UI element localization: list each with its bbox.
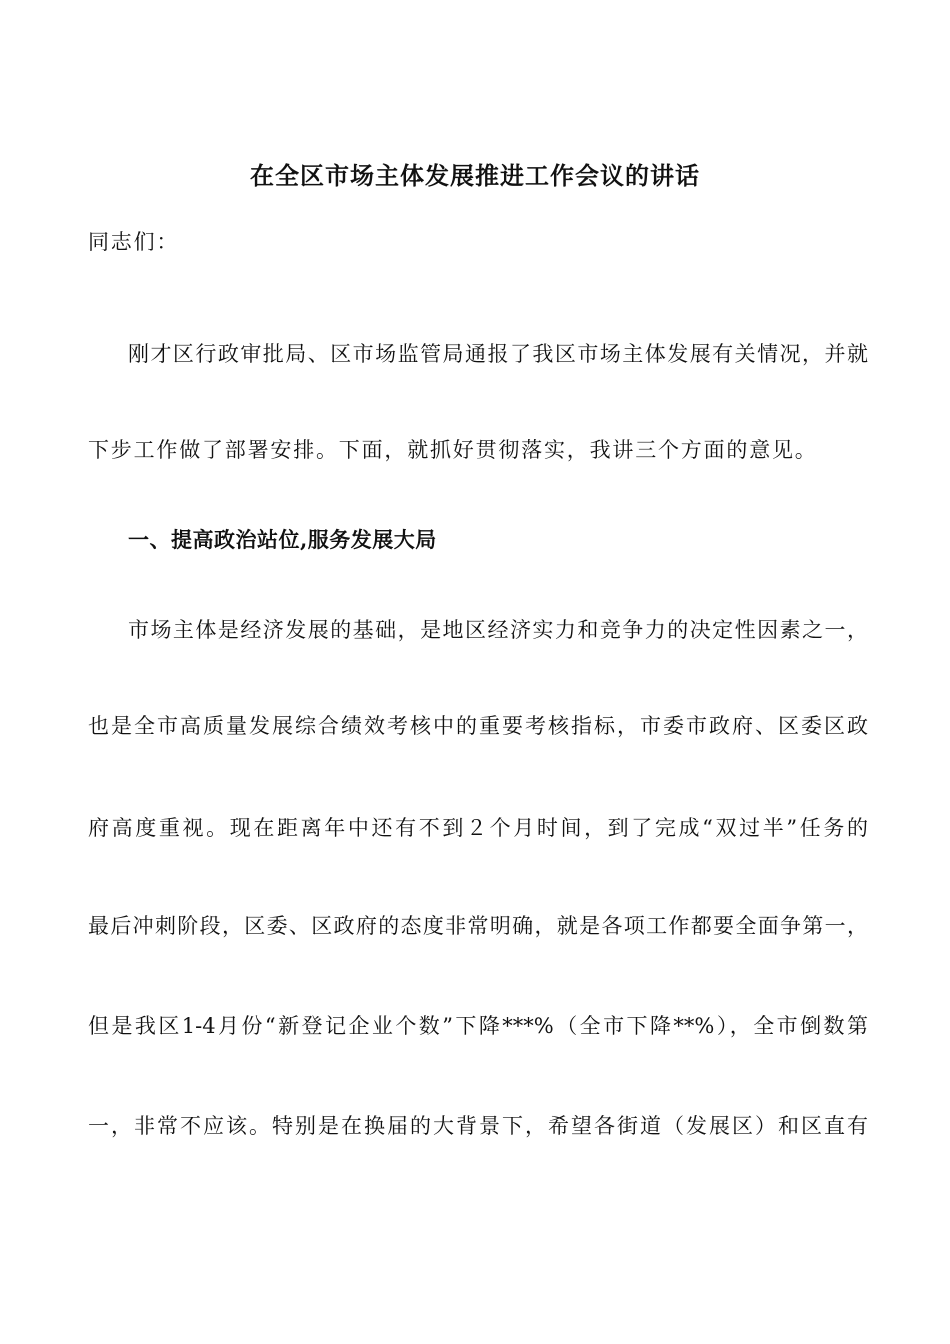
salutation: 同志们：: [88, 230, 180, 254]
paragraph-2-line-1: 市场主体是经济发展的基础，是地区经济实力和竞争力的决定性因素之一，: [128, 618, 868, 642]
paragraph-2-line-6: 一，非常不应该。特别是在换届的大背景下，希望各街道（发展区）和区直有: [88, 1114, 868, 1138]
document-title: 在全区市场主体发展推进工作会议的讲话: [250, 161, 700, 190]
paragraph-2-line-5: 但是我区1-4月份“新登记企业个数”下降***%（全市下降**%），全市倒数第: [88, 1014, 868, 1038]
paragraph-1-line-1: 刚才区行政审批局、区市场监管局通报了我区市场主体发展有关情况，并就: [128, 342, 868, 366]
paragraph-1-line-2: 下步工作做了部署安排。下面，就抓好贯彻落实，我讲三个方面的意见。: [88, 438, 818, 462]
paragraph-2-line-2: 也是全市高质量发展综合绩效考核中的重要考核指标，市委市政府、区委区政: [88, 714, 868, 738]
section-1-heading: 一、提高政治站位,服务发展大局: [128, 527, 437, 552]
paragraph-2-line-4: 最后冲刺阶段，区委、区政府的态度非常明确，就是各项工作都要全面争第一，: [88, 914, 868, 938]
paragraph-2-line-3: 府高度重视。现在距离年中还有不到２个月时间，到了完成“双过半”任务的: [88, 816, 868, 840]
